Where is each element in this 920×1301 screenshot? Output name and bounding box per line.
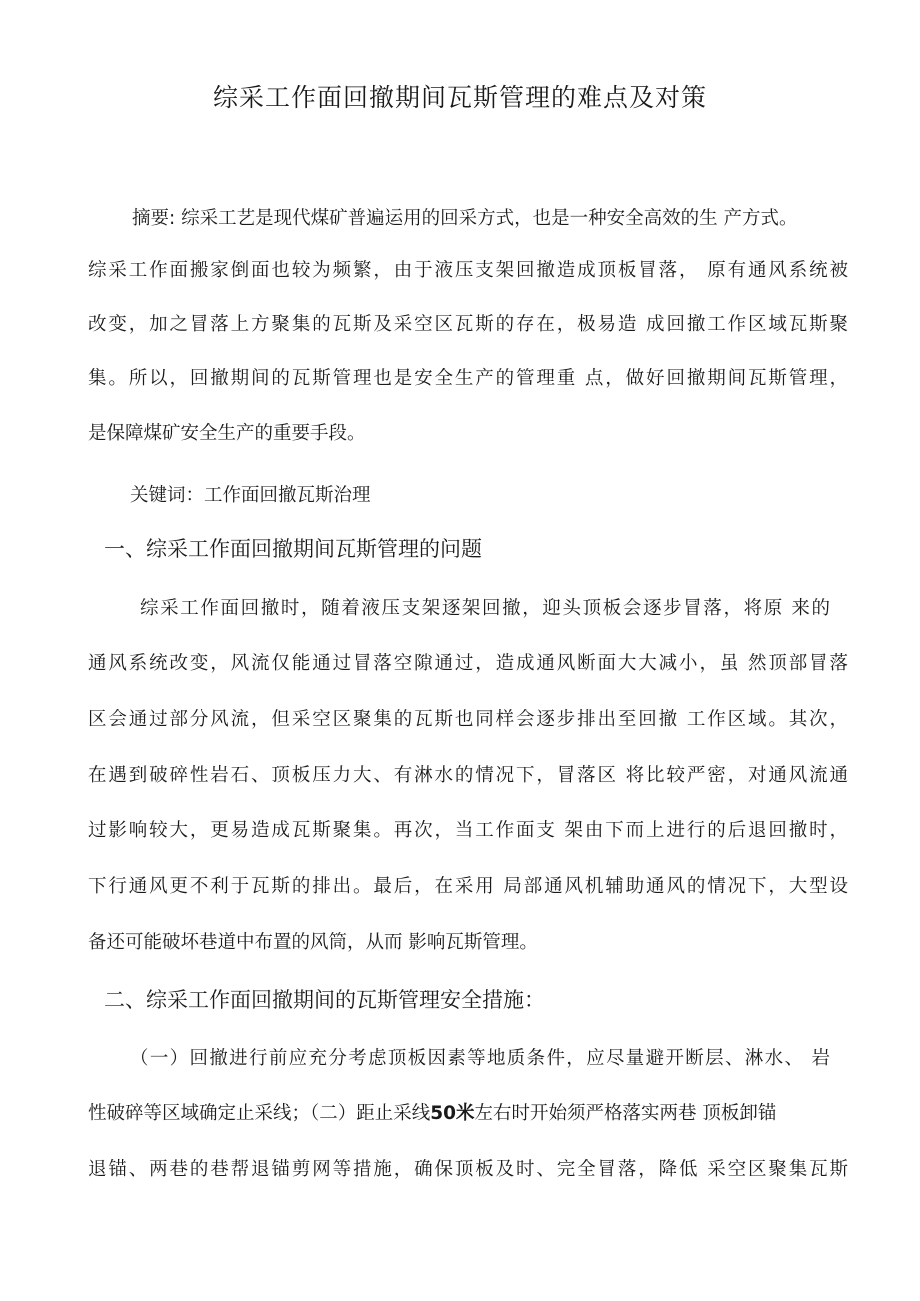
section-2-distance-value: 50米: [430, 1103, 475, 1124]
abstract-line-4: 集。所以，回撤期间的瓦斯管理也是安全生产的管理重 点，做好回撤期间瓦斯管理，: [88, 368, 848, 389]
section-2-line-2-part-a: 性破碎等区域确定止采线；（二）距止采线: [88, 1103, 431, 1124]
section-2-line-2: [88, 1101, 848, 1127]
section-2-line-3: 退锚、两巷的巷帮退锚剪网等措施，确保顶板及时、完全冒落，降低 采空区聚集瓦斯: [88, 1159, 848, 1180]
section-1-line-3: 区会通过部分风流，但采空区聚集的瓦斯也同样会逐步排出至回撤 工作区域。其次，: [88, 709, 848, 730]
section-1-heading: 一、综采工作面回撤期间瓦斯管理的问题: [104, 537, 482, 561]
section-2-line-2-part-b: 左右时开始须严格落实两巷 顶板卸锚: [474, 1103, 777, 1124]
section-2-heading: 二、综采工作面回撤期间的瓦斯管理安全措施：: [104, 988, 545, 1012]
keywords: 关键词：工作面回撤瓦斯治理: [130, 485, 371, 506]
page-title: 综采工作面回撤期间瓦斯管理的难点及对策: [212, 83, 707, 112]
abstract-text: 综采工艺是现代煤矿普遍运用的回采方式，也是一种安全高效的生 产方式。: [181, 208, 798, 229]
section-1-line-4: 在遇到破碎性岩石、顶板压力大、有淋水的情况下，冒落区 将比较严密，对通风流通: [88, 765, 848, 786]
abstract-line-1: [132, 206, 838, 232]
abstract-label: 摘要:: [132, 208, 176, 229]
abstract-line-3: 改变，加之冒落上方聚集的瓦斯及采空区瓦斯的存在，极易造 成回撤工作区域瓦斯聚: [88, 314, 848, 335]
section-2-line-1: （一）回撤进行前应充分考虑顶板因素等地质条件，应尽量避开断层、淋水、 岩: [130, 1048, 830, 1069]
section-1-line-6: 下行通风更不利于瓦斯的排出。最后，在采用 局部通风机辅助通风的情况下，大型设: [88, 876, 848, 897]
section-1-line-2: 通风系统改变，风流仅能通过冒落空隙通过，造成通风断面大大减小，虽 然顶部冒落: [88, 653, 848, 674]
abstract-line-2: 综采工作面搬家倒面也较为频繁，由于液压支架回撤造成顶板冒落， 原有通风系统被: [88, 260, 848, 281]
section-1-line-1: 综采工作面回撤时，随着液压支架逐架回撤，迎头顶板会逐步冒落，将原 来的: [140, 598, 830, 619]
section-1-line-7: 备还可能破坏巷道中布置的风筒，从而 影响瓦斯管理。: [88, 932, 538, 953]
abstract-line-5: 是保障煤矿安全生产的重要手段。: [88, 423, 366, 444]
section-1-line-5: 过影响较大，更易造成瓦斯聚集。再次，当工作面支 架由下而上进行的后退回撤时，: [88, 820, 848, 841]
